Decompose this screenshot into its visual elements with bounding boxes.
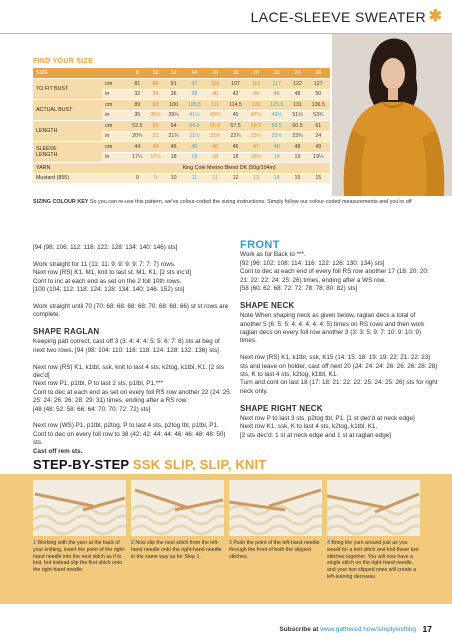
size-cell: 49 (307, 142, 330, 153)
yarn-balls-cell: 15 (307, 173, 330, 184)
size-cell: 49½ (265, 110, 288, 121)
size-cell: 117 (265, 79, 288, 90)
size-cell: 21¼ (165, 131, 183, 142)
step-4-photo (327, 480, 420, 536)
step-2-caption (131, 540, 224, 560)
size-cell: 36 (165, 89, 183, 100)
yarn-balls-cell: 11 (206, 173, 224, 184)
raglan-stitch-count: [48 (48: 52: 58: 66: 64: 70: 70: 72: 72) sts] (33, 405, 151, 413)
size-cell: 120 (247, 100, 265, 111)
size-cell: 20¾ (128, 131, 146, 142)
size-header-cell: 26 (307, 68, 330, 79)
size-row-label (33, 142, 102, 163)
step-4-caption (327, 540, 420, 581)
model-photo (332, 34, 452, 196)
cast-off-text: Cast off rem sts. (33, 447, 83, 455)
size-row-unit: in (102, 110, 128, 121)
size-cell: 54 (165, 121, 183, 132)
size-cell: 100 (165, 100, 183, 111)
front-stitch-count: [92 (96: 102: 108: 114: 116: 122: 126: 130: 134) sts] (240, 259, 385, 267)
size-cell: 23¾ (288, 131, 306, 142)
size-cell: 40 (206, 89, 224, 100)
size-cell: 18 (183, 152, 206, 163)
right-neck-row-1: Next row P to last 3 sts, p2tog tbl, P1. [1 st dec'd at neck edge] (240, 415, 415, 423)
subscribe-label: Subscribe at (279, 626, 321, 633)
size-cell: 112 (247, 79, 265, 90)
inc-stitch-count: [100 (104: 112: 118: 124: 128: 134: 140: 146: 152) sts] (33, 286, 185, 294)
key-title: SIZING COLOUR KEY (33, 199, 89, 205)
size-cell: 81 (128, 79, 146, 90)
size-cell: 21¾ (206, 131, 224, 142)
size-cell: 19¼ (307, 152, 330, 163)
step-number: 2 (131, 540, 134, 546)
step-3-caption (229, 540, 322, 560)
size-cell: 45 (224, 110, 247, 121)
size-header-label: SIZE (33, 68, 128, 79)
size-cell: 93 (146, 100, 164, 111)
size-cell: 86 (146, 79, 164, 90)
neck-turn-text: Turn and cont on last 18 (17: 18: 21: 22: 22: 25: 24: 25: 26) sts for right neck only. (240, 379, 438, 395)
step-by-step-label: STEP-BY-STEP (33, 457, 130, 472)
size-cell: 46 (224, 142, 247, 153)
size-row (33, 100, 330, 111)
front-dec-count: [58 (60: 62: 68: 72: 72: 78: 78: 80: 82) sts] (240, 285, 358, 293)
size-row (33, 121, 330, 132)
size-cell: 36½ (146, 110, 164, 121)
yarn-balls-cell: 13 (247, 173, 265, 184)
size-cell: 114.5 (224, 100, 247, 111)
right-column (240, 241, 438, 449)
size-cell: 42 (224, 89, 247, 100)
raglan-rs-row: Next row (RS) K1, k1tbl, ssk, knit to last 4 sts, k2tog, k1tbl, K1. [2 sts dec'd] (33, 363, 225, 380)
yarn-balls-cell: 15 (288, 173, 306, 184)
size-cell: 18 (224, 152, 247, 163)
size-header-cell: 18 (224, 68, 247, 79)
size-cell: 18½ (247, 152, 265, 163)
inc-cont-text: Cont to inc at each end as set on the 2 foll 10th rows. (33, 277, 182, 285)
size-cell: 24 (307, 131, 330, 142)
size-cell: 18 (206, 152, 224, 163)
size-cell: 21½ (183, 131, 206, 142)
size-cell: 60.5 (288, 121, 306, 132)
size-cell: 19 (265, 152, 288, 163)
size-row-unit: cm (102, 121, 128, 132)
size-header-cell: 12 (165, 68, 183, 79)
size-cell: 50 (307, 89, 330, 100)
right-neck-count: [2 sts dec'd: 1 st at neck edge and 1 st at raglan edge] (240, 431, 392, 439)
raglan-cont-text: Cont to dec at each end as set on every foll RS row another 22 (24: 25: 25: 24: 26: 26: 28: 29: 31) times, ending after a RS row. (33, 388, 232, 405)
size-cell: 44 (128, 142, 146, 153)
size-cell: 23½ (247, 131, 265, 142)
raglan-ws-row: Next row P1, p1tbl, P to last 2 sts, p1tbl, P1.*** (33, 380, 164, 388)
page-footer (0, 622, 452, 640)
right-neck-row-2: Next row K1, ssk, K to last 4 sts, k2tog, k1tbl, K1. (240, 423, 378, 431)
size-row-label: TO FIT BUST (33, 79, 102, 100)
neck-row-text: Next row (RS) K1, k1tbl, ssk, K15 (14: 15: 18: 19: 19: 22: 21: 22: 23) sts and leave on holder, cast off next 20 (24: 24: 24: 26: 26: 26: 28: 28) sts, K to last 4 sts, k2tog, k1tbl, K1. (240, 354, 438, 379)
raglan-dec-cont: Cont to dec on every foll row to 38 (42: 42: 44: 44: 46: 46: 48: 48: 50) sts. (33, 430, 226, 447)
size-cell: 111 (206, 100, 224, 111)
neck-note: Note When shaping neck as given below, raglan decs a total of another 5 (6: 5: 5: 4: 4: 4: 4: 4: 5) times on RS rows and then work raglan decs on every foll row another 3 (3: 3: 5: 9: 7: 10: 9: 10: 9) times. (240, 312, 425, 345)
step-text: Bring the yarn around just as you would for a knit stitch and knit these two stitches together. You will now have a single stitch on the right-hand needle, and your two slipped ones will create a left-leaning decrease. (327, 540, 419, 580)
yarn-balls-cell: 12 (224, 173, 247, 184)
size-row-label-line2: LENGTH (36, 152, 58, 158)
raglan-ws-dec-row: Next row (WS) P1, p1tbl, p2tog. P to last 4 sts, p2tog tbl, p1tbl, P1. (33, 422, 219, 430)
raglan-cast-off-text: Keeping patt correct, cast off 3 (3: 4: 4: 4: 5: 5: 6: 7: 8) sts at beg of next two rows. [94 (98: 104: 110: 116: 118: 124: 128: 132: 136) sts] (33, 338, 220, 354)
size-cell: 46 (206, 142, 224, 153)
size-cell: 44 (146, 142, 164, 153)
yarn-balls-cell: 11 (183, 173, 206, 184)
size-cell: 55.5 (206, 121, 224, 132)
size-header-cell: 16 (206, 68, 224, 79)
size-row-unit: in (102, 89, 128, 100)
size-cell: 102 (206, 79, 224, 90)
size-row-unit: cm (102, 79, 128, 90)
step-3-photo (229, 480, 322, 536)
size-cell: 105.5 (183, 100, 206, 111)
straight-rows-text: Work straight until 70 (70: 68: 68: 68: 68: 70: 68: 68: 66) st st rows are complete. (33, 302, 229, 319)
size-cell: 131 (288, 100, 306, 111)
step-by-step-heading (33, 457, 266, 472)
size-cell: 107 (224, 79, 247, 90)
size-cell: 46 (183, 142, 206, 153)
yarn-name: King Cole Merino Blend DK (50g/104m) (128, 163, 330, 174)
yarn-colour: Mustard (855) (33, 173, 128, 184)
size-cell: 125.5 (265, 100, 288, 111)
size-row-unit: cm (102, 100, 128, 111)
size-cell: 136.5 (307, 100, 330, 111)
size-header-cell: 10 (146, 68, 164, 79)
back-stitch-count: [94 (98: 106: 112: 118: 122: 128: 134: 140: 146) sts] (33, 244, 178, 251)
size-cell: 89 (128, 100, 146, 111)
size-header-cell: 8 (128, 68, 146, 79)
size-row-unit: cm (102, 142, 128, 153)
size-row (33, 142, 330, 153)
size-row-unit: in (102, 131, 128, 142)
size-cell: 32 (128, 89, 146, 100)
size-cell: 53 (146, 121, 164, 132)
size-row-label-line1: SLEEVE (36, 146, 57, 152)
size-row (33, 79, 330, 90)
size-cell: 17¼ (146, 152, 164, 163)
work-straight-text: Work straight for 11 (11: 11: 9: 9: 9: 9: 7: 7: 7) rows. (33, 260, 176, 268)
size-cell: 39¼ (165, 110, 183, 121)
yarn-balls-cell: 9 (146, 173, 164, 184)
shape-right-neck-heading: SHAPE RIGHT NECK (240, 403, 323, 413)
size-cell: 38 (183, 89, 206, 100)
size-row-label: ACTUAL BUST (33, 100, 102, 121)
size-cell: 53¾ (307, 110, 330, 121)
yarn-colour-row (33, 173, 330, 184)
size-header-cell: 20 (247, 68, 265, 79)
step-text: Push the point of the left-hand needle through the front of both the slipped stitches. (229, 540, 320, 560)
yarn-row (33, 163, 330, 174)
size-cell: 34 (146, 89, 164, 100)
yarn-balls-cell: 10 (165, 173, 183, 184)
size-header-cell: 24 (288, 68, 306, 79)
size-cell: 122 (288, 79, 306, 90)
asterisk-icon: ✱ (428, 8, 442, 25)
sizing-colour-key (33, 199, 428, 206)
size-table (33, 68, 330, 184)
size-cell: 46 (165, 142, 183, 153)
front-heading: FRONT (240, 239, 280, 251)
step-text: Now slip the next stitch from the left-hand needle onto the right-hand needle in the same way as for Step 1. (131, 540, 222, 560)
size-cell: 91 (165, 79, 183, 90)
size-cell: 35 (128, 110, 146, 121)
size-cell: 17¼ (128, 152, 146, 163)
size-cell: 52.5 (128, 121, 146, 132)
shape-neck-heading: SHAPE NECK (240, 300, 295, 310)
yarn-label: YARN (33, 163, 128, 174)
size-cell: 19 (288, 152, 306, 163)
subscribe-link[interactable]: www.gathered.how/simplyknitting (320, 626, 416, 633)
size-cell: 48 (288, 142, 306, 153)
size-cell: 48 (265, 142, 288, 153)
size-cell: 22¾ (224, 131, 247, 142)
size-header-cell: 14 (183, 68, 206, 79)
yarn-balls-cell: 14 (265, 173, 288, 184)
size-cell: 57.5 (224, 121, 247, 132)
front-dec-text: Cont to dec at each end of every foll RS row another 17 (18: 20: 20: 21: 22: 22: 24: 25: 26) times, ending after a WS row. (240, 268, 429, 284)
size-cell: 23½ (265, 131, 288, 142)
size-header-cell: 22 (265, 68, 288, 79)
step-number: 4 (327, 540, 330, 546)
size-cell: 43¾ (206, 110, 224, 121)
key-text: So you can re-use this pattern, we've colour-coded the sizing instructions. Simply follow our colour-coded measurements and you're off (89, 199, 412, 205)
page-number: 17 (422, 624, 432, 634)
page-header (0, 0, 452, 34)
size-header-row (33, 68, 330, 79)
shape-raglan-heading: SHAPE RAGLAN (33, 327, 100, 337)
step-number: 3 (229, 540, 232, 546)
size-cell: 47 (247, 142, 265, 153)
step-number: 1 (33, 540, 36, 546)
step-text: Working with the yarn at the back of your knitting, insert the point of the right-hand needle into the next stitch as if to knit, but instead slip the first stitch onto the right-hand needle. (33, 540, 126, 574)
front-intro: Work as for Back to ***. (240, 251, 306, 259)
yarn-balls-cell: 9 (128, 173, 146, 184)
size-cell: 54.5 (183, 121, 206, 132)
step-2-photo (131, 480, 224, 536)
size-cell: 46 (265, 89, 288, 100)
size-cell: 59.5 (265, 121, 288, 132)
pattern-title: LACE-SLEEVE SWEATER (250, 9, 426, 25)
size-cell: 44 (247, 89, 265, 100)
inc-row-text: Next row (RS) K1, M1, knit to last st, M1, K1. [2 sts inc'd] (33, 269, 191, 277)
size-cell: 47¼ (247, 110, 265, 121)
size-cell: 59.5 (247, 121, 265, 132)
step-panel (0, 474, 452, 604)
subscribe-text (279, 626, 416, 633)
size-cell: 18 (165, 152, 183, 163)
size-cell: 127 (307, 79, 330, 90)
size-cell: 61 (307, 121, 330, 132)
size-cell: 21 (146, 131, 164, 142)
size-row-label: LENGTH (33, 121, 102, 142)
ssk-title: SSK SLIP, SLIP, KNIT (129, 457, 267, 472)
left-column (33, 244, 233, 464)
step-1-caption (33, 540, 126, 574)
step-1-photo (33, 480, 126, 536)
find-your-size-heading: FIND YOUR SIZE (33, 58, 94, 65)
size-cell: 48 (288, 89, 306, 100)
size-cell: 97 (183, 79, 206, 90)
size-cell: 51½ (288, 110, 306, 121)
size-row-unit: in (102, 152, 128, 163)
size-cell: 41½ (183, 110, 206, 121)
